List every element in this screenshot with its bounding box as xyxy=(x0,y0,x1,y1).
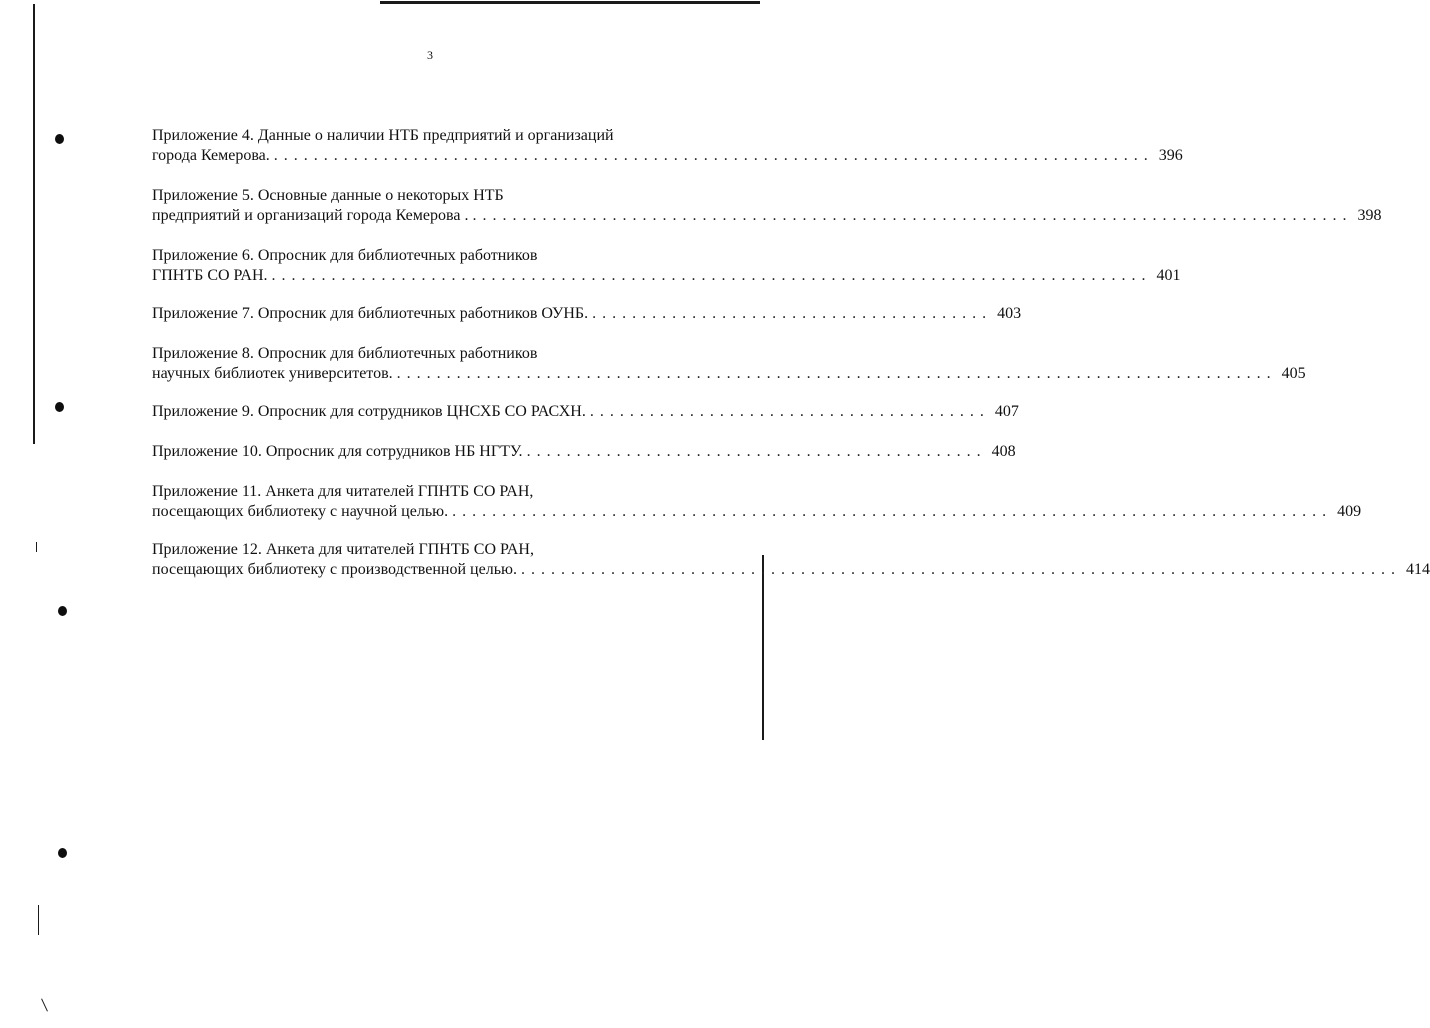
dot-leader: . . . . . . . . . . . . . . . . . . . . . . . . . . . . . . . . . . . . . . . . . . . . . . . . . . . . . . . . . . . . . . . . . . . . . . . . . . . . . . . . . . . . . . . . xyxy=(273,147,1149,164)
toc-page-number: 407 xyxy=(994,403,1019,420)
dot-leader: . . . . . . . . . . . . . . . . . . . . . . . . . . . . . . . . . . . . . . . . . . . . . . . . . . . . . . . . . . . . . . . . . . . . . . . . . . . . . . . . . . . . . . . . xyxy=(472,207,1348,224)
toc-page-number: 409 xyxy=(1337,503,1362,520)
toc-entry-title: Приложение 5. Основные данные о некоторых НТБ xyxy=(152,187,504,204)
dot-leader: . . . . . . . . . . . . . . . . . . . . . . . . . . . . . . . . . . . . . . . . . . . . . . . . . . . . . . . . . . . . . . . . . . . . . . . . . . . . . . . . . . . . . . . . xyxy=(396,365,1272,382)
page-number: 3 xyxy=(427,48,433,62)
toc-entry-title-cont: посещающих библиотеку с производственной целью. xyxy=(152,561,517,578)
toc-entry-appendix-10 xyxy=(152,442,1016,462)
scan-mark-left-3 xyxy=(41,998,48,1011)
scan-border-right xyxy=(762,555,764,740)
toc-page-number: 414 xyxy=(1405,561,1430,578)
toc-entry-title-cont: предприятий и организаций города Кемерова . xyxy=(152,207,469,224)
toc-entry-title: Приложение 6. Опросник для библиотечных работников xyxy=(152,247,538,264)
toc-page-number: 405 xyxy=(1281,365,1306,382)
toc-entry-title: Приложение 7. Опросник для библиотечных работников ОУНБ. xyxy=(152,305,589,322)
scan-border-top xyxy=(380,1,760,4)
scan-mark-left-2 xyxy=(38,905,39,935)
scan-mark-left-1 xyxy=(36,542,37,552)
toc-entry-appendix-12 xyxy=(152,540,1430,580)
toc-page-number: 408 xyxy=(991,443,1016,460)
dot-leader: . . . . . . . . . . . . . . . . . . . . . . . . . . . . . . . . . . . . . . . . xyxy=(589,403,985,420)
toc-entry-title: Приложение 8. Опросник для библиотечных работников xyxy=(152,345,538,362)
toc-entry-appendix-8 xyxy=(152,344,1306,384)
toc-entry-title-cont: города Кемерова. xyxy=(152,147,270,164)
toc-entry-appendix-5 xyxy=(152,186,1382,226)
dot-leader: . . . . . . . . . . . . . . . . . . . . . . . . . . . . . . . . . . . . . . . . . . . . . . . . . . . . . . . . . . . . . . . . . . . . . . . . . . . . . . . . . . . . . . . . xyxy=(520,561,1396,578)
punch-hole-1 xyxy=(55,134,64,144)
toc-page-number: 396 xyxy=(1158,147,1183,164)
toc-entry-title: Приложение 10. Опросник для сотрудников НБ НГТУ. xyxy=(152,443,523,460)
punch-hole-3 xyxy=(58,606,67,616)
scan-border-left xyxy=(33,4,35,444)
toc-page-number: 401 xyxy=(1156,267,1181,284)
toc-entry-appendix-11 xyxy=(152,482,1362,522)
toc-entry-title-cont: ГПНТБ СО РАН. xyxy=(152,267,268,284)
punch-hole-2 xyxy=(55,402,64,412)
dot-leader: . . . . . . . . . . . . . . . . . . . . . . . . . . . . . . . . . . . . . . . . . . . . . . . . . . . . . . . . . . . . . . . . . . . . . . . . . . . . . . . . . . . . . . . . xyxy=(271,267,1147,284)
toc-entry-title-cont: посещающих библиотеку с научной целью. xyxy=(152,503,449,520)
toc-page-number: 403 xyxy=(997,305,1022,322)
toc-entry-title: Приложение 4. Данные о наличии НТБ предприятий и организаций xyxy=(152,127,614,144)
dot-leader: . . . . . . . . . . . . . . . . . . . . . . . . . . . . . . . . . . . . . . . . . . . . . . xyxy=(526,443,982,460)
toc-entry-title: Приложение 11. Анкета для читателей ГПНТБ СО РАН, xyxy=(152,483,534,500)
toc-entry-title: Приложение 12. Анкета для читателей ГПНТБ СО РАН, xyxy=(152,541,534,558)
toc-entry-appendix-7 xyxy=(152,304,1022,324)
dot-leader: . . . . . . . . . . . . . . . . . . . . . . . . . . . . . . . . . . . . . . . . . . . . . . . . . . . . . . . . . . . . . . . . . . . . . . . . . . . . . . . . . . . . . . . . xyxy=(452,503,1328,520)
toc-entry-title: Приложение 9. Опросник для сотрудников ЦНСХБ СО РАСХН. xyxy=(152,403,586,420)
toc-entry-appendix-4 xyxy=(152,126,1183,166)
dot-leader: . . . . . . . . . . . . . . . . . . . . . . . . . . . . . . . . . . . . . . . . xyxy=(592,305,988,322)
toc-entry-appendix-6 xyxy=(152,246,1181,286)
toc-entry-title-cont: научных библиотек университетов. xyxy=(152,365,393,382)
punch-hole-4 xyxy=(58,848,67,858)
toc-entry-appendix-9 xyxy=(152,402,1019,422)
toc-page-number: 398 xyxy=(1357,207,1382,224)
